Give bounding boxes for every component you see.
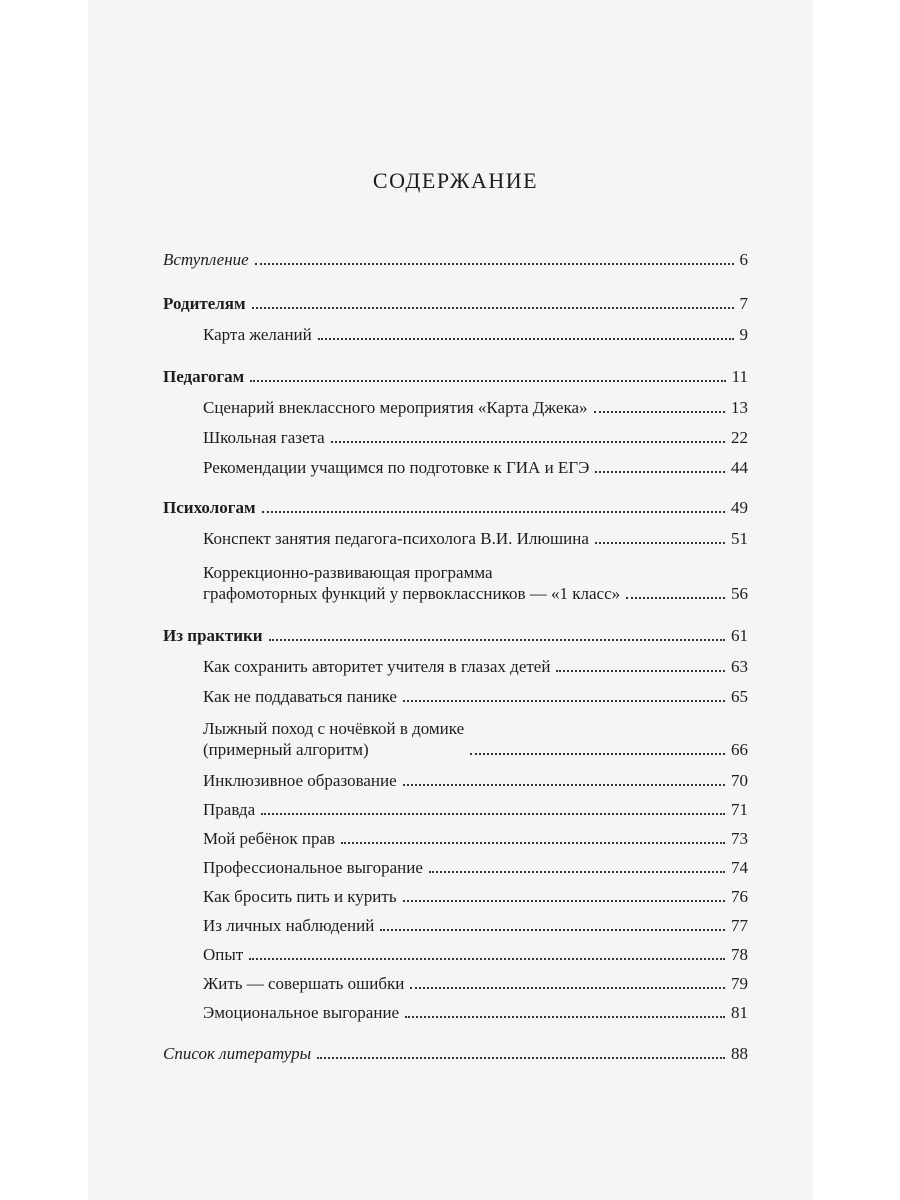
toc-entry-label: Мой ребёнок прав [203, 829, 336, 848]
dot-leader [252, 307, 734, 309]
toc-entry [203, 770, 748, 791]
dot-leader [318, 338, 734, 340]
toc-entry-label-line2: графомоторных функций у первоклассников — «1 класс» [203, 584, 621, 603]
toc-entry-label: Опыт [203, 945, 244, 964]
dot-leader [594, 411, 725, 413]
dot-leader [255, 263, 734, 265]
toc-entry-label: Правда [203, 800, 256, 819]
toc-page-number: 70 [731, 771, 748, 790]
toc-page-number: 76 [731, 887, 748, 906]
toc-section-psychologists [163, 497, 748, 518]
toc-entry-label: Вступление [163, 250, 249, 269]
toc-entry-intro [163, 249, 748, 270]
toc-page-number: 22 [731, 428, 748, 447]
toc-entry-label: Профессиональное выгорание [203, 858, 423, 877]
toc-entry [203, 686, 748, 707]
dot-leader [269, 639, 725, 641]
toc-entry [203, 457, 748, 478]
dot-leader [556, 670, 725, 672]
dot-leader [341, 842, 725, 844]
dot-leader [403, 700, 725, 702]
dot-leader [317, 1057, 725, 1059]
toc-entry-label: Жить — совершать ошибки [203, 974, 405, 993]
toc-entry-label-line2: (примерный алгоритм) [203, 740, 369, 759]
toc-page-number: 81 [731, 1003, 748, 1022]
toc-entry-label: Инклюзивное образование [203, 771, 397, 790]
toc-entry-label-line1: Лыжный поход с ночёвкой в домике [203, 719, 465, 738]
toc-page-number: 49 [731, 498, 748, 517]
book-page [88, 0, 813, 1200]
toc-page-number: 73 [731, 829, 748, 848]
toc-page-number: 7 [739, 294, 748, 313]
dot-leader [595, 471, 725, 473]
toc-entry [203, 886, 748, 907]
toc-page-number: 44 [731, 458, 748, 477]
toc-section-label: Педагогам [163, 367, 245, 386]
toc-page-number: 11 [731, 367, 748, 386]
toc-entry [203, 656, 748, 677]
toc-entry-label: Конспект занятия педагога-психолога В.И. Илюшина [203, 529, 589, 548]
dot-leader [470, 753, 725, 755]
toc-entry [203, 944, 748, 965]
toc-section-practice [163, 625, 748, 646]
toc-entry-label: Сценарий внеклассного мероприятия «Карта Джека» [203, 398, 588, 417]
toc-section-label: Родителям [163, 294, 246, 313]
toc-page-number: 9 [739, 325, 748, 344]
toc-entry-label: Карта желаний [203, 325, 312, 344]
dot-leader [261, 813, 725, 815]
toc-entry-label: Из личных наблюдений [203, 916, 375, 935]
toc-page-number: 56 [731, 584, 748, 603]
toc-entry [203, 718, 748, 760]
toc-page-number: 13 [731, 398, 748, 417]
toc-entry [203, 1002, 748, 1023]
toc-section-label: Психологам [163, 498, 256, 517]
toc-entry-label: Школьная газета [203, 428, 325, 447]
dot-leader [403, 784, 725, 786]
toc-entry-label: Как бросить пить и курить [203, 887, 397, 906]
dot-leader [405, 1016, 725, 1018]
toc-page-number: 71 [731, 800, 748, 819]
dot-leader [429, 871, 725, 873]
toc-entry [203, 528, 748, 549]
dot-leader [626, 597, 725, 599]
toc-page-number: 77 [731, 916, 748, 935]
toc-entry [203, 799, 748, 820]
toc-page-number: 51 [731, 529, 748, 548]
dot-leader [380, 929, 725, 931]
toc-entry [203, 857, 748, 878]
toc-page-number: 61 [731, 626, 748, 645]
toc-page-number: 74 [731, 858, 748, 877]
toc-page-number: 63 [731, 657, 748, 676]
toc-section-label: Из практики [163, 626, 263, 645]
toc-entry-label: Рекомендации учащимся по подготовке к ГИА и ЕГЭ [203, 458, 590, 477]
toc-page-number: 66 [731, 740, 748, 759]
toc-entry-label [203, 718, 464, 760]
toc-page-number: 78 [731, 945, 748, 964]
dot-leader [262, 511, 725, 513]
dot-leader [331, 441, 725, 443]
toc-entry [203, 324, 748, 345]
dot-leader [403, 900, 725, 902]
toc-entry-label-line1: Коррекционно-развивающая программа [203, 563, 493, 582]
toc-entry [203, 828, 748, 849]
toc-page-number: 6 [739, 250, 748, 269]
toc-entry-label: Как сохранить авторитет учителя в глазах детей [203, 657, 551, 676]
toc-entry [203, 397, 748, 418]
dot-leader [249, 958, 725, 960]
toc-title: СОДЕРЖАНИЕ [372, 168, 539, 193]
toc-page-number: 88 [731, 1044, 748, 1063]
toc-entry [203, 427, 748, 448]
toc-entry-label: Как не поддаваться панике [203, 687, 397, 706]
toc-entry [203, 915, 748, 936]
dot-leader [250, 380, 725, 382]
toc-section-teachers [163, 366, 748, 387]
toc-entry-label: Список литературы [163, 1044, 312, 1063]
toc-entry [203, 562, 748, 604]
toc-entry-label: Эмоциональное выгорание [203, 1003, 400, 1022]
toc-entry-label [203, 562, 620, 604]
dot-leader [410, 987, 725, 989]
toc-page-number: 79 [731, 974, 748, 993]
toc-section-parents [163, 293, 748, 314]
dot-leader [595, 542, 725, 544]
toc-entry [203, 973, 748, 994]
toc-entry-bibliography [163, 1043, 748, 1064]
toc-page-number: 65 [731, 687, 748, 706]
